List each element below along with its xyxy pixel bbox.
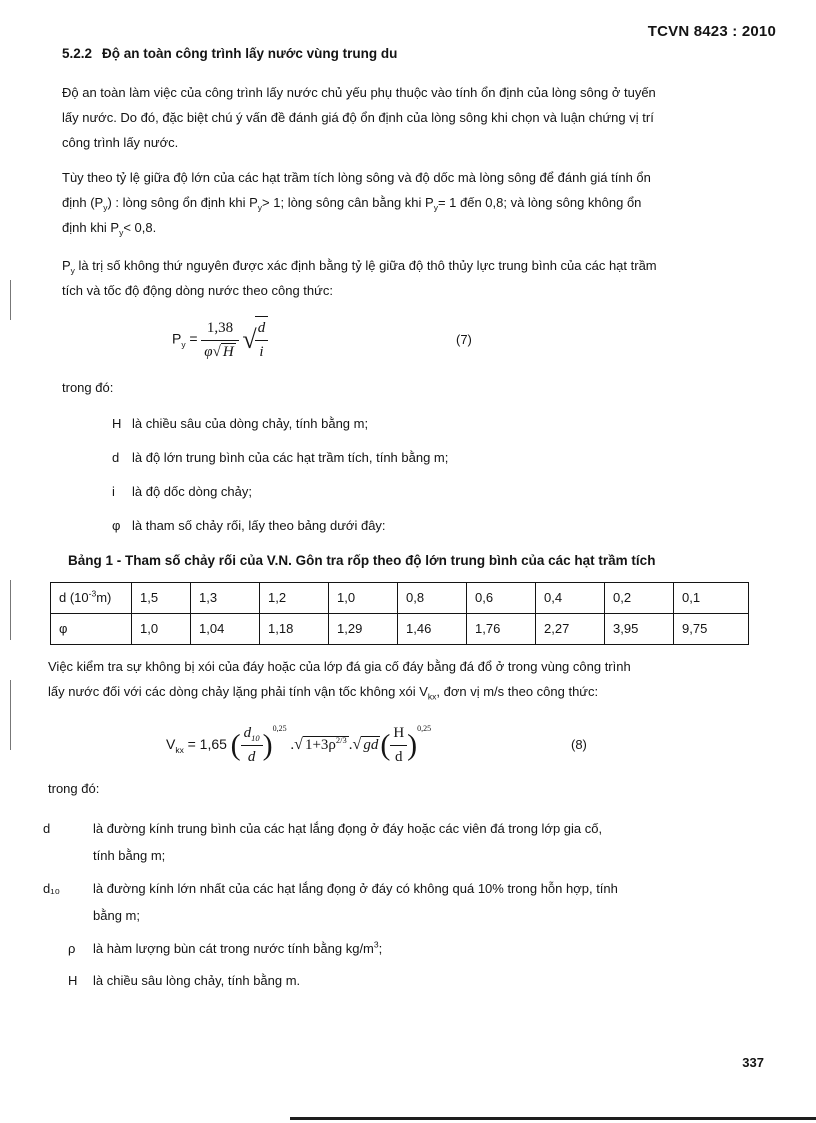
table-cell: 1,5 — [132, 583, 191, 614]
table-cell: 1,46 — [398, 614, 467, 645]
formula-7-label: (7) — [456, 332, 472, 347]
para4-line1: Việc kiểm tra sự không bị xói của đáy hoặc của lớp đá gia cố đáy bằng đá đổ ở trong vùng công trình — [48, 659, 631, 674]
table-cell: 9,75 — [674, 614, 749, 645]
table-row — [51, 614, 749, 645]
table-cell: 1,29 — [329, 614, 398, 645]
scan-edge-mark — [10, 280, 11, 320]
para1-line1: Độ an toàn làm việc của công trình lấy nước chủ yếu phụ thuộc vào tính ổn định của lòng sông ở tuyến — [62, 85, 656, 100]
para3-line1: $P_y$ là trị số không thứ nguyên được xác định bằng tỷ lệ giữa độ thô thủy lực trung bình của các hạt trầm — [62, 258, 657, 276]
table-cell: 0,4 — [536, 583, 605, 614]
scan-edge-mark — [10, 680, 11, 750]
definition-phi: φ là tham số chảy rối, lấy theo bảng dưới đây: — [112, 518, 386, 533]
table-cell: 3,95 — [605, 614, 674, 645]
standard-code: TCVN 8423 : 2010 — [647, 23, 776, 40]
para2-line3: định khi $P_y< 0,8$. — [62, 220, 157, 238]
table-head-phi: φ — [51, 614, 132, 645]
definition-d-2: d là đường kính trung bình của các hạt lắng đọng ở đáy hoặc các viên đá trong lớp gia cố, tính bằng m; — [43, 821, 603, 863]
para2-line2: định $(P_y)$ : lòng sông ổn định khi $P_y> 1$; lòng sông cân bằng khi $P_y= 1$ đến 0,8; và lòng sông không ổn — [62, 195, 642, 213]
para2-line1: Tùy theo tỷ lệ giữa độ lớn của các hạt trầm tích lòng sông và độ dốc mà lòng sông để đánh giá tính ổn — [62, 170, 651, 185]
table-cell: 1,04 — [191, 614, 260, 645]
table-caption: Bảng 1 - Tham số chảy rối của V.N. Gôn tra rốp theo độ lớn trung bình của các hạt trầm tích — [68, 553, 656, 568]
definition-H-2: H là chiều sâu lòng chảy, tính bằng m. — [68, 973, 301, 988]
formula7-fraction: $\frac{1,38}{\varphi√ H}$ — [201, 317, 238, 365]
turbulence-parameter-table — [50, 582, 749, 645]
definition-i: i là độ dốc dòng chảy; — [112, 484, 252, 499]
section-number: 5.2.2 — [62, 46, 93, 61]
definition-H: H là chiều sâu của dòng chảy, tính bằng m; — [112, 416, 369, 431]
para1-line2: lấy nước. Do đó, đặc biệt chú ý vấn đề đánh giá độ ổn định của lòng sông khi chọn và luận chứng vị trí — [62, 110, 654, 125]
table-cell: 1,0 — [329, 583, 398, 614]
paragraph-3 — [62, 253, 774, 303]
table-cell: 1,3 — [191, 583, 260, 614]
bottom-rule — [290, 1117, 816, 1120]
para1-line3: công trình lấy nước. — [62, 135, 179, 150]
table-row — [51, 583, 749, 614]
paragraph-4 — [48, 654, 774, 704]
paragraph-1 — [62, 80, 774, 155]
formula-8: $V_{kx} = 1,65$ ( $\frac{d_{10}}{d}$ )$^{0,25}$ .√ $1+3\rho^{2/3}$ .√ gd( $\frac{H}{d}$ )$^{0,25}$ — [166, 722, 431, 770]
where-label-1: trong đó: — [62, 380, 114, 395]
para4-line2: lấy nước đối với các dòng chảy lặng phải tính vận tốc không xói $V_{kx}$, đơn vị m/s theo công thức: — [48, 684, 599, 702]
paragraph-2 — [62, 165, 774, 240]
para3-line2: tích và tốc độ động dòng nước theo công thức: — [62, 283, 333, 298]
formula-8-label: (8) — [571, 737, 587, 752]
table-cell: 0,1 — [674, 583, 749, 614]
table-cell: 2,27 — [536, 614, 605, 645]
section-heading — [62, 44, 397, 65]
scan-edge-mark — [10, 580, 11, 640]
table-cell: 0,6 — [467, 583, 536, 614]
table-cell: 0,8 — [398, 583, 467, 614]
table-cell: 1,2 — [260, 583, 329, 614]
page-number: 337 — [742, 1055, 764, 1070]
table-cell: 1,18 — [260, 614, 329, 645]
table-cell: 1,0 — [132, 614, 191, 645]
definition-d: d là độ lớn trung bình của các hạt trầm tích, tính bằng m; — [112, 450, 449, 465]
table-cell: 1,76 — [467, 614, 536, 645]
definition-d10: d₁₀ là đường kính lớn nhất của các hạt lắng đọng ở đáy có không quá 10% trong hỗn hợp, tính bằng m; — [43, 881, 618, 923]
where-label-2: trong đó: — [48, 781, 100, 796]
formula-7: $P_y$ = $\frac{1,38}{\varphi√ H}$ √ $\frac{d}{i}$ — [172, 316, 268, 365]
table-cell: 0,2 — [605, 583, 674, 614]
section-title: Độ an toàn công trình lấy nước vùng trung du — [102, 46, 398, 61]
table-head-d: d $(10^{-3}m)$ — [51, 583, 132, 614]
definition-rho: ρ là hàm lượng bùn cát trong nước tính bằng $kg/m^3$; — [68, 939, 383, 956]
